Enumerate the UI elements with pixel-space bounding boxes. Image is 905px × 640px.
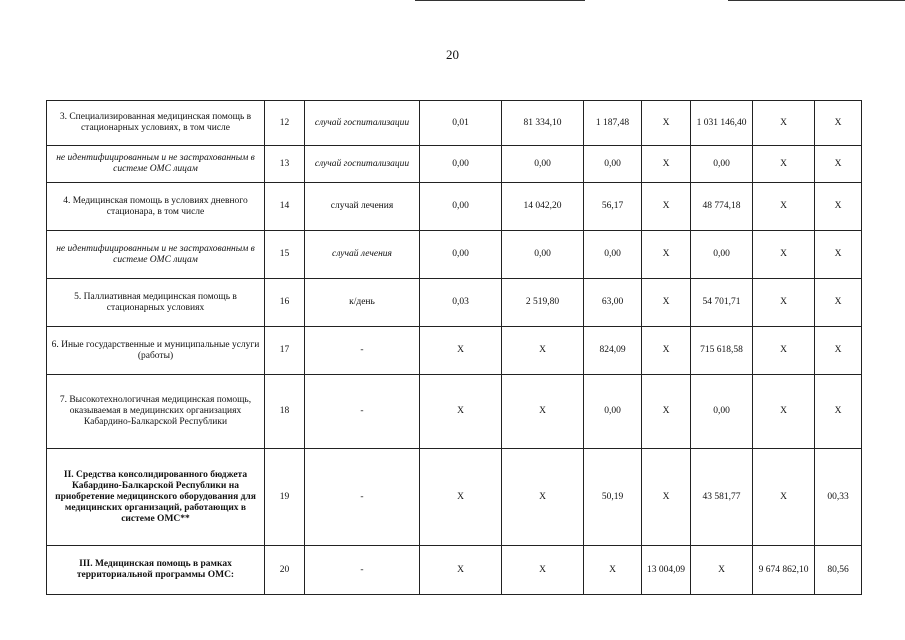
value-cell-c1: X bbox=[420, 546, 502, 595]
unit-cell: - bbox=[305, 546, 420, 595]
unit-cell: к/день bbox=[305, 279, 420, 327]
value-cell-c2: 2 519,80 bbox=[502, 279, 584, 327]
value-cell-c4: X bbox=[642, 279, 691, 327]
value-cell-c1: X bbox=[420, 327, 502, 375]
unit-cell: случай госпитализации bbox=[305, 146, 420, 183]
value-cell-c7: X bbox=[815, 183, 862, 231]
value-cell-c1: 0,01 bbox=[420, 101, 502, 146]
table-row bbox=[47, 449, 862, 546]
value-cell-c4: X bbox=[642, 231, 691, 279]
value-cell-c7: X bbox=[815, 231, 862, 279]
value-cell-c5: 0,00 bbox=[691, 375, 753, 449]
value-cell-c6: X bbox=[753, 101, 815, 146]
unit-cell: случай лечения bbox=[305, 183, 420, 231]
value-cell-c6: X bbox=[753, 183, 815, 231]
value-cell-c1: X bbox=[420, 449, 502, 546]
value-cell-c7: 80,56 bbox=[815, 546, 862, 595]
value-cell-c4: X bbox=[642, 101, 691, 146]
value-cell-c5: 43 581,77 bbox=[691, 449, 753, 546]
value-cell-c4: 13 004,09 bbox=[642, 546, 691, 595]
value-cell-c5: 0,00 bbox=[691, 231, 753, 279]
table-row bbox=[47, 375, 862, 449]
row-number-cell: 15 bbox=[265, 231, 305, 279]
value-cell-c6: X bbox=[753, 449, 815, 546]
row-number-cell: 19 bbox=[265, 449, 305, 546]
value-cell-c3: 50,19 bbox=[584, 449, 642, 546]
table-row bbox=[47, 546, 862, 595]
row-number-cell: 12 bbox=[265, 101, 305, 146]
value-cell-c4: X bbox=[642, 183, 691, 231]
page-number: 20 bbox=[446, 47, 459, 62]
table-row bbox=[47, 183, 862, 231]
value-cell-c5: 0,00 bbox=[691, 146, 753, 183]
unit-cell: случай госпитализации bbox=[305, 101, 420, 146]
value-cell-c7: X bbox=[815, 279, 862, 327]
row-number-cell: 13 bbox=[265, 146, 305, 183]
row-name-cell: III. Медицинская помощь в рамках территориальной программы ОМС: bbox=[47, 546, 265, 595]
row-number-cell: 16 bbox=[265, 279, 305, 327]
value-cell-c5: X bbox=[691, 546, 753, 595]
value-cell-c7: X bbox=[815, 101, 862, 146]
row-name-cell: 7. Высокотехнологичная медицинская помощь, оказываемая в медицинских организациях Кабардино-Балкарской Республики bbox=[47, 375, 265, 449]
table-row bbox=[47, 327, 862, 375]
table-body bbox=[47, 101, 862, 595]
value-cell-c7: 00,33 bbox=[815, 449, 862, 546]
row-name-cell: не идентифицированным и не застрахованным в системе ОМС лицам bbox=[47, 146, 265, 183]
unit-cell: - bbox=[305, 375, 420, 449]
table-row bbox=[47, 101, 862, 146]
value-cell-c3: 56,17 bbox=[584, 183, 642, 231]
value-cell-c1: 0,00 bbox=[420, 146, 502, 183]
value-cell-c6: X bbox=[753, 146, 815, 183]
value-cell-c2: 0,00 bbox=[502, 146, 584, 183]
value-cell-c2: X bbox=[502, 449, 584, 546]
value-cell-c2: X bbox=[502, 327, 584, 375]
value-cell-c3: 1 187,48 bbox=[584, 101, 642, 146]
value-cell-c4: X bbox=[642, 449, 691, 546]
value-cell-c5: 54 701,71 bbox=[691, 279, 753, 327]
value-cell-c3: 0,00 bbox=[584, 231, 642, 279]
value-cell-c3: 0,00 bbox=[584, 375, 642, 449]
value-cell-c4: X bbox=[642, 146, 691, 183]
value-cell-c3: X bbox=[584, 546, 642, 595]
value-cell-c7: X bbox=[815, 146, 862, 183]
value-cell-c5: 1 031 146,40 bbox=[691, 101, 753, 146]
value-cell-c2: 14 042,20 bbox=[502, 183, 584, 231]
value-cell-c6: 9 674 862,10 bbox=[753, 546, 815, 595]
row-number-cell: 17 bbox=[265, 327, 305, 375]
value-cell-c7: X bbox=[815, 327, 862, 375]
value-cell-c1: 0,00 bbox=[420, 231, 502, 279]
value-cell-c6: X bbox=[753, 375, 815, 449]
value-cell-c7: X bbox=[815, 375, 862, 449]
value-cell-c3: 0,00 bbox=[584, 146, 642, 183]
value-cell-c2: 81 334,10 bbox=[502, 101, 584, 146]
row-name-cell: 5. Паллиативная медицинская помощь в стационарных условиях bbox=[47, 279, 265, 327]
value-cell-c6: X bbox=[753, 279, 815, 327]
medical-care-table bbox=[46, 100, 862, 595]
value-cell-c3: 63,00 bbox=[584, 279, 642, 327]
value-cell-c5: 48 774,18 bbox=[691, 183, 753, 231]
unit-cell: - bbox=[305, 449, 420, 546]
top-rule-right bbox=[728, 0, 905, 1]
unit-cell: - bbox=[305, 327, 420, 375]
row-name-cell: 6. Иные государственные и муниципальные услуги (работы) bbox=[47, 327, 265, 375]
value-cell-c2: X bbox=[502, 375, 584, 449]
row-name-cell: не идентифицированным и не застрахованным в системе ОМС лицам bbox=[47, 231, 265, 279]
value-cell-c5: 715 618,58 bbox=[691, 327, 753, 375]
unit-cell: случай лечения bbox=[305, 231, 420, 279]
table-row bbox=[47, 146, 862, 183]
table-row bbox=[47, 231, 862, 279]
row-number-cell: 20 bbox=[265, 546, 305, 595]
row-number-cell: 14 bbox=[265, 183, 305, 231]
value-cell-c1: 0,03 bbox=[420, 279, 502, 327]
value-cell-c2: 0,00 bbox=[502, 231, 584, 279]
value-cell-c6: X bbox=[753, 231, 815, 279]
table-row bbox=[47, 279, 862, 327]
top-rule-left bbox=[415, 0, 585, 1]
value-cell-c3: 824,09 bbox=[584, 327, 642, 375]
row-number-cell: 18 bbox=[265, 375, 305, 449]
value-cell-c4: X bbox=[642, 327, 691, 375]
value-cell-c4: X bbox=[642, 375, 691, 449]
value-cell-c6: X bbox=[753, 327, 815, 375]
value-cell-c1: 0,00 bbox=[420, 183, 502, 231]
value-cell-c1: X bbox=[420, 375, 502, 449]
value-cell-c2: X bbox=[502, 546, 584, 595]
row-name-cell: II. Средства консолидированного бюджета Кабардино-Балкарской Республики на приобретение медицинского оборудования для медицинских организаций, работающих в системе ОМС** bbox=[47, 449, 265, 546]
row-name-cell: 3. Специализированная медицинская помощь в стационарных условиях, в том числе bbox=[47, 101, 265, 146]
row-name-cell: 4. Медицинская помощь в условиях дневного стационара, в том числе bbox=[47, 183, 265, 231]
